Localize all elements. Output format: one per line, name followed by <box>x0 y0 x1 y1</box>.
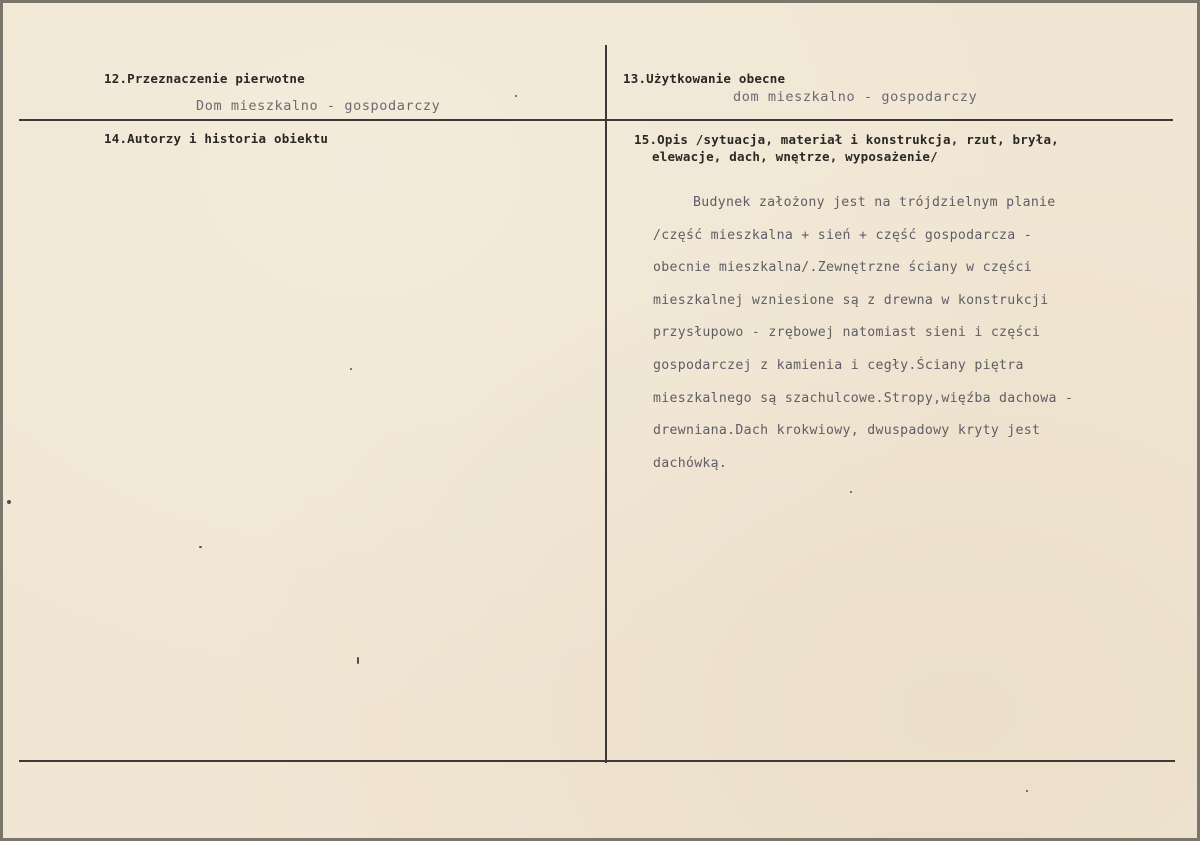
inventory-card <box>3 3 1197 838</box>
description-line: obecnie mieszkalna/.Zewnętrzne ściany w części <box>653 260 1033 276</box>
paper-speck <box>850 491 852 493</box>
description-line: dachówką. <box>653 455 728 471</box>
row-divider <box>19 119 1173 121</box>
section12-label: 12.Przeznaczenie pierwotne <box>104 71 305 86</box>
section13-value: dom mieszkalno - gospodarczy <box>733 89 978 105</box>
bottom-rule <box>19 760 1175 762</box>
paper-speck <box>1026 790 1028 792</box>
description-line: mieszkalnej wzniesione są z drewna w konstrukcji <box>653 292 1049 308</box>
description-line: gospodarczej z kamienia i cegły.Ściany piętra <box>653 357 1024 373</box>
paper-speck <box>515 95 517 97</box>
description-line: przysłupowo - zrębowej natomiast sieni i części <box>653 325 1041 341</box>
description-line: mieszkalnego są szachulcowe.Stropy,więźba dachowa - <box>653 390 1074 406</box>
section15-label-line1: 15.Opis /sytuacja, materiał i konstrukcja, rzut, bryła, <box>634 132 1059 147</box>
paper-speck <box>357 657 359 664</box>
column-divider <box>605 45 607 763</box>
paper-speck <box>7 500 11 504</box>
section15-description <box>653 191 1173 484</box>
description-line: drewniana.Dach krokwiowy, dwuspadowy kryty jest <box>653 423 1041 439</box>
section14-label: 14.Autorzy i historia obiektu <box>104 131 329 146</box>
paper-speck <box>350 368 352 370</box>
section12-value: Dom mieszkalno - gospodarczy <box>196 98 441 114</box>
description-line: Budynek założony jest na trójdzielnym planie <box>693 195 1056 210</box>
section13-label: 13.Użytkowanie obecne <box>623 71 786 86</box>
paper-speck <box>199 546 202 548</box>
description-line: /część mieszkalna + sień + część gospodarcza - <box>653 227 1033 243</box>
section15-label-line2: elewacje, dach, wnętrze, wyposażenie/ <box>652 149 938 164</box>
